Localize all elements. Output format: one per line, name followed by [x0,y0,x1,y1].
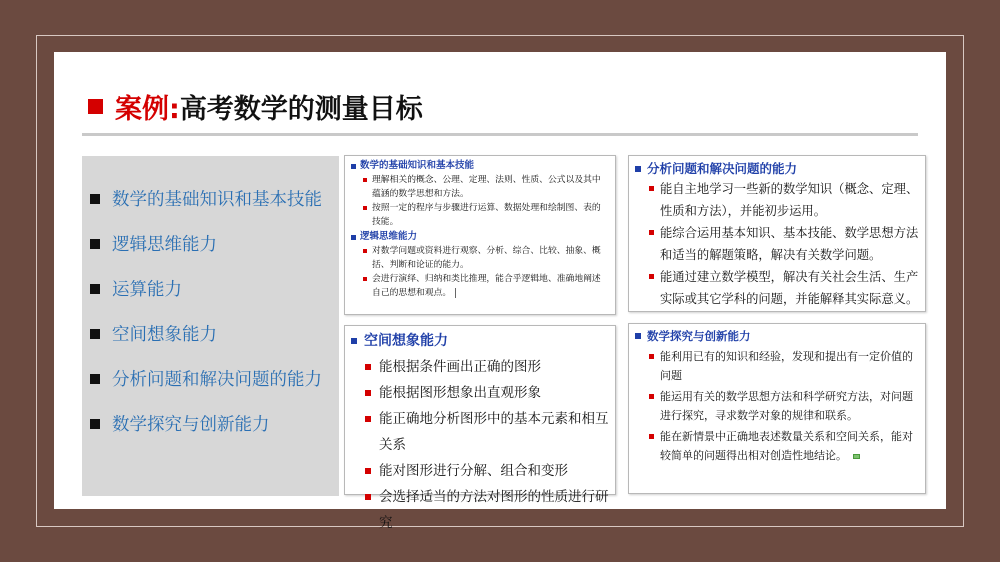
list-item: 能正确地分析图形中的基本元素和相互关系 [351,406,609,458]
red-bullet-icon [363,277,367,281]
list-item-label: 运算能力 [112,280,182,300]
list-item-label: 分析问题和解决问题的能力 [112,370,322,390]
red-bullet-icon [365,364,371,370]
section-heading: 空间想象能力 [351,330,609,352]
list-item: 能综合运用基本知识、基本技能、数学思想方法和适当的解题策略，解决有关数学问题。 [635,222,919,266]
inquiry-innovation-box [628,323,926,494]
list-item [90,221,339,266]
blue-bullet-icon [351,235,356,240]
list-item-label: 逻辑思维能力 [112,235,217,255]
square-bullet-icon [90,194,100,204]
list-item: 能根据条件画出正确的图形 [351,354,609,380]
red-bullet-icon [365,416,371,422]
section-heading: 数学的基础知识和基本技能 [351,159,609,173]
blue-bullet-icon [351,338,357,344]
blue-bullet-icon [635,333,641,339]
red-bullet-icon [363,178,367,182]
title-main: 高考数学的测量目标 [179,93,423,125]
list-item: 能在新情景中正确地表述数量关系和空间关系，能对较简单的问题得出相对创造性地结论。 [635,427,919,465]
list-item [90,356,339,401]
red-bullet-icon [365,494,371,500]
square-bullet-icon [90,329,100,339]
list-item: 会进行演绎、归纳和类比推理，能合乎逻辑地、准确地阐述自己的思想和观点。 [351,272,609,300]
section-heading: 数学探究与创新能力 [635,327,919,345]
text-cursor-icon [455,288,456,298]
list-item: 能通过建立数学模型，解决有关社会生活、生产实际或其它学科的问题，并能解释其实际意义。 [635,266,919,310]
list-item [90,266,339,311]
red-bullet-icon [365,390,371,396]
square-bullet-icon [90,284,100,294]
red-bullet-icon [649,186,654,191]
red-bullet-icon [649,354,654,359]
list-item: 能对图形进行分解、组合和变形 [351,458,609,484]
section-heading: 逻辑思维能力 [351,230,609,244]
list-item: 理解相关的概念、公理、定理、法则、性质、公式以及其中蕴涵的数学思想和方法。 [351,173,609,201]
list-item: 能利用已有的知识和经验，发现和提出有一定价值的问题 [635,347,919,385]
spatial-imagination-box [344,325,616,531]
square-bullet-icon [90,374,100,384]
title-divider [82,133,918,136]
image-placeholder-icon [853,454,860,459]
list-item [90,311,339,356]
list-item-label: 空间想象能力 [112,325,217,345]
slide [54,52,946,531]
list-item: 按照一定的程序与步骤进行运算、数据处理和绘制图、表的技能。 [351,201,609,229]
blue-bullet-icon [351,164,356,169]
ability-list-panel [82,156,339,496]
square-bullet-icon [90,419,100,429]
red-bullet-icon [649,394,654,399]
list-item: 能运用有关的数学思想方法和科学研究方法，对问题进行探究，寻求数学对象的规律和联系。 [635,387,919,425]
red-bullet-icon [649,434,654,439]
list-item: 能自主地学习一些新的数学知识（概念、定理、性质和方法），并能初步运用。 [635,178,919,222]
problem-solving-box [628,155,926,312]
red-bullet-icon [365,468,371,474]
slide-title [88,86,423,126]
list-item: 会选择适当的方法对图形的性质进行研究 [351,484,609,536]
list-item-label: 数学的基础知识和基本技能 [112,190,322,210]
list-item [90,401,339,446]
square-bullet-icon [90,239,100,249]
section-heading: 分析问题和解决问题的能力 [635,159,919,178]
title-bullet-icon [88,99,103,114]
list-item: 能根据图形想象出直观形象 [351,380,609,406]
red-bullet-icon [363,206,367,210]
blue-bullet-icon [635,166,641,172]
list-item: 对数学问题或资料进行观察、分析、综合、比较、抽象、概括、判断和论证的能力。 [351,244,609,272]
red-bullet-icon [363,249,367,253]
title-prefix: 案例: [115,93,180,125]
list-item [90,176,339,221]
red-bullet-icon [649,230,654,235]
red-bullet-icon [649,274,654,279]
basic-knowledge-logic-box [344,155,616,315]
list-item-label: 数学探究与创新能力 [112,415,270,435]
